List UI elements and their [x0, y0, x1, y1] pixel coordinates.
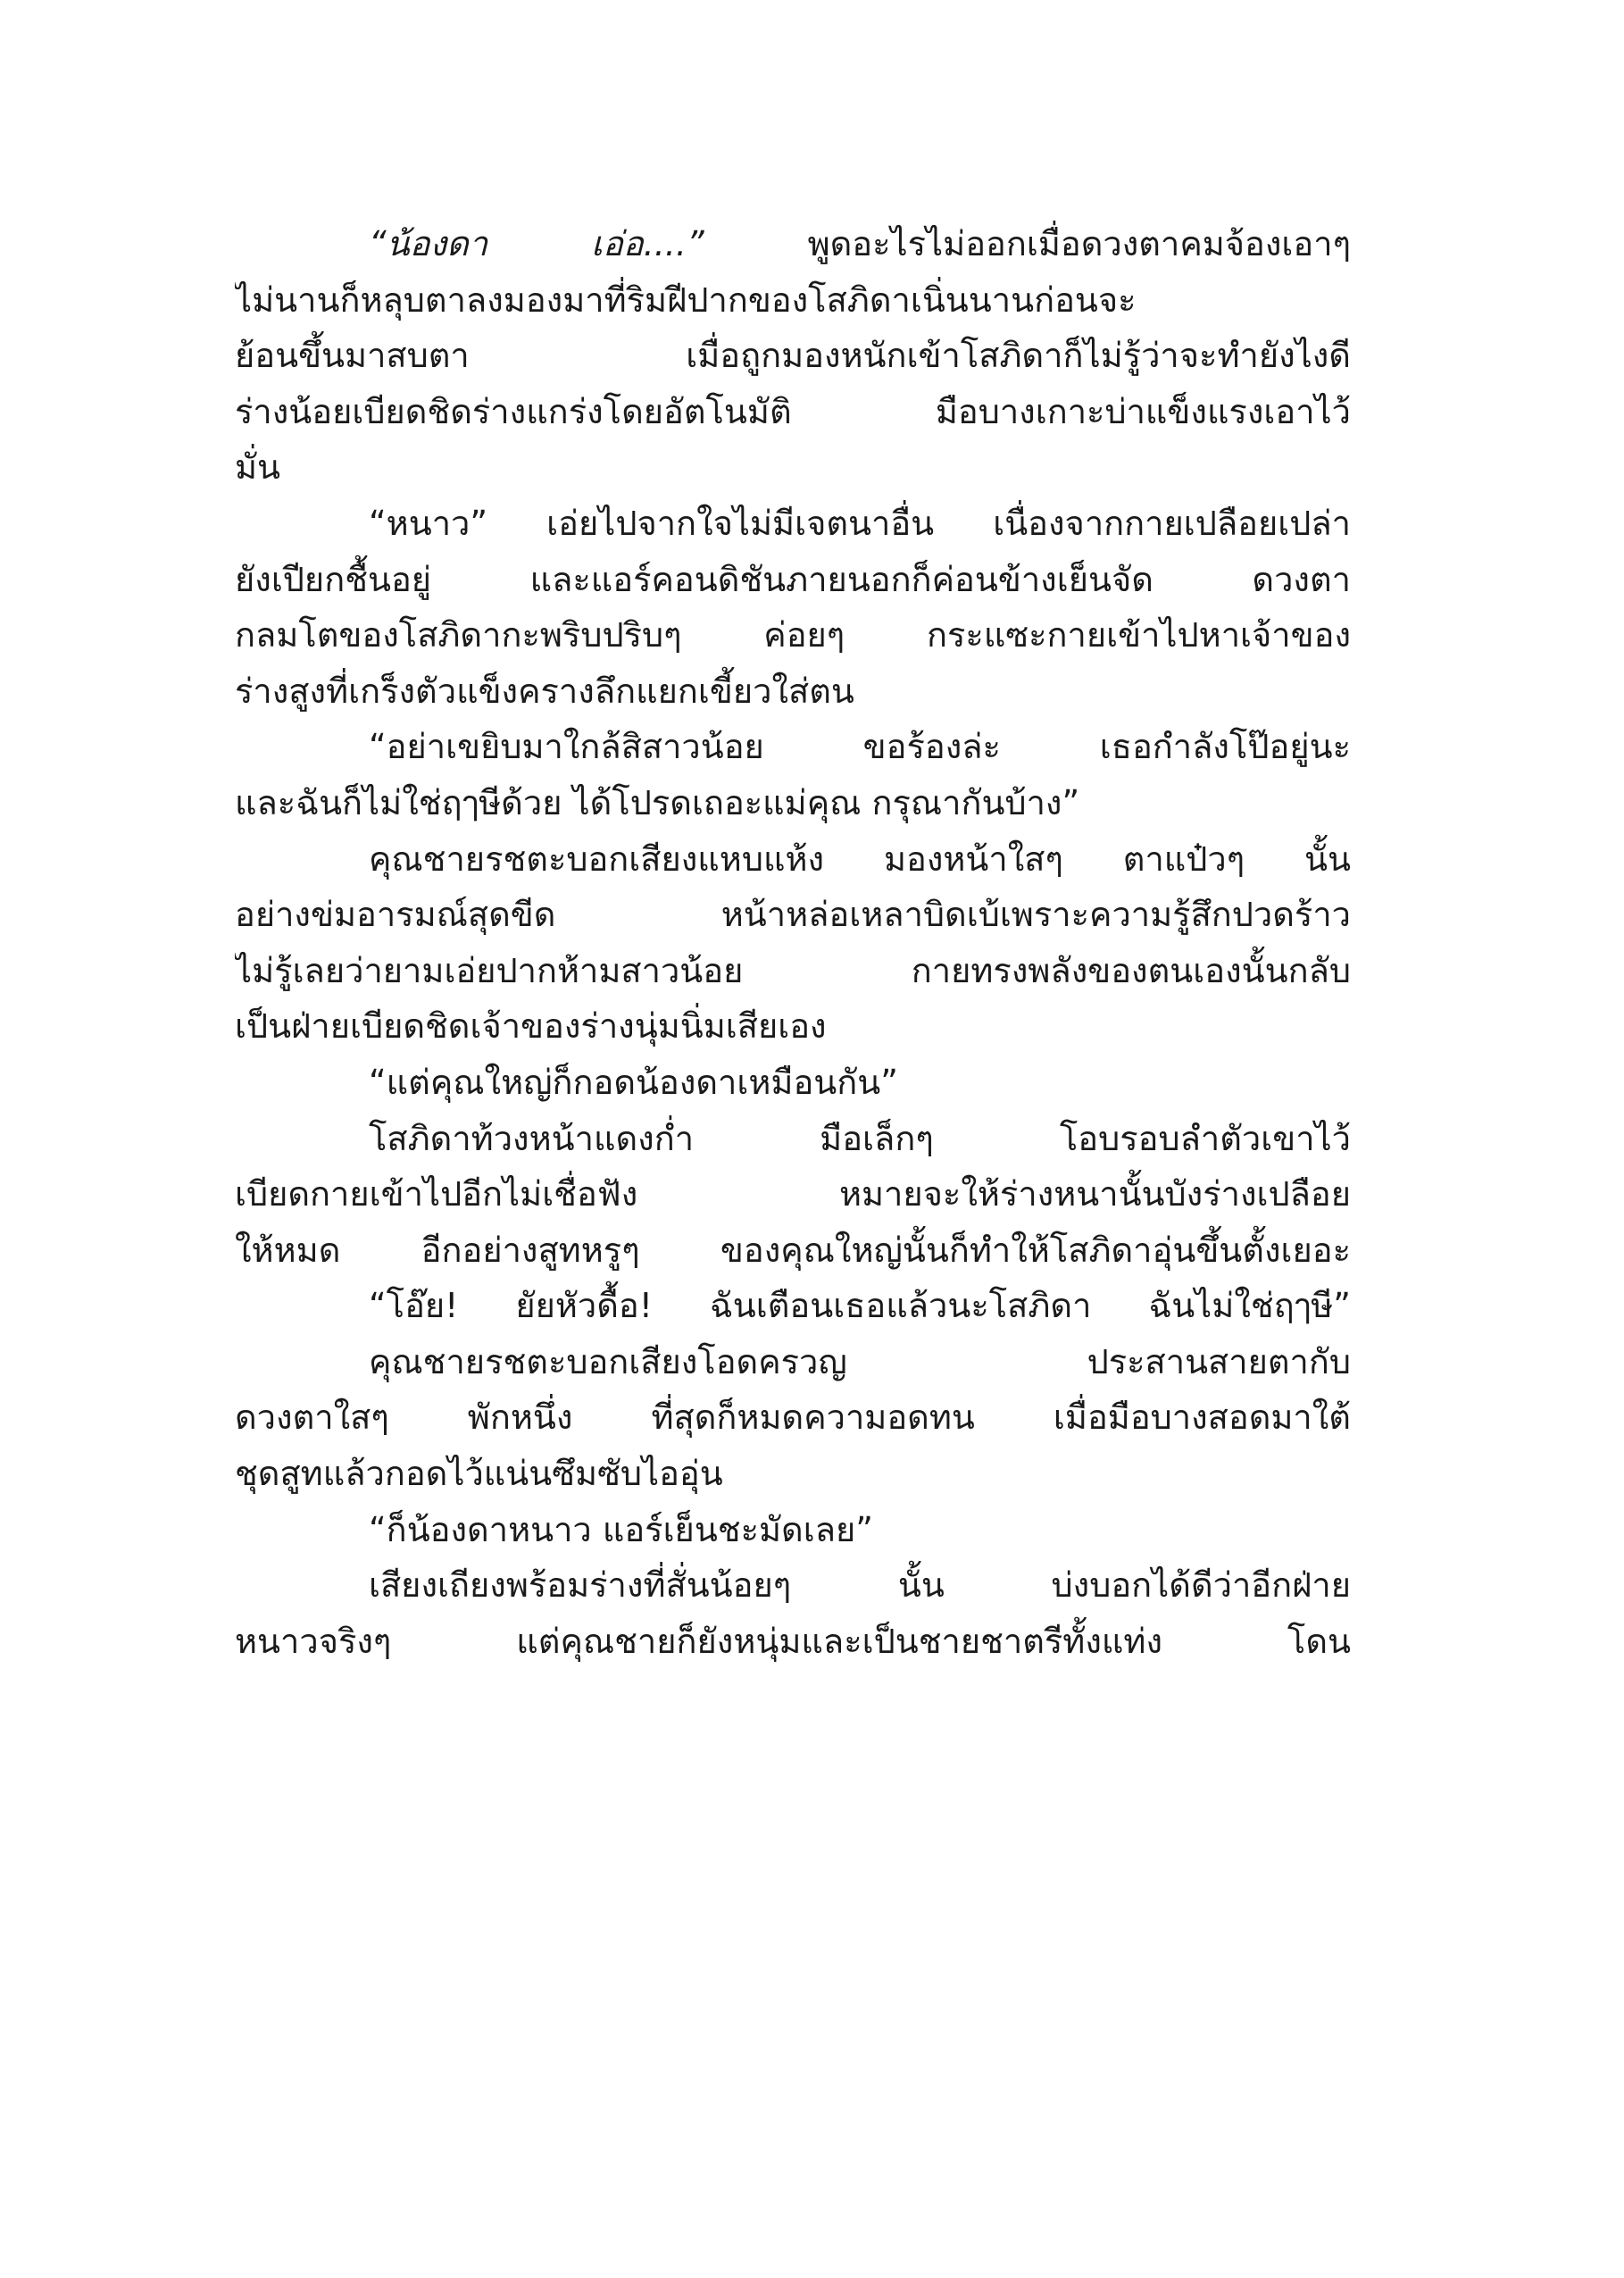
italic-dialogue: “น้องดา เอ่อ....”: [369, 224, 704, 263]
text-line: คุณชายรชตะบอกเสียงโอดครวญ ประสานสายตากับ: [369, 1341, 1351, 1381]
text-line: กลมโตของโสภิดากะพริบปริบๆ ค่อยๆ กระแซะกายเข้าไปหาเจ้าของ: [235, 615, 1351, 655]
text-line: “อย่าเขยิบมาใกล้สิสาวน้อย ขอร้องล่ะ เธอกำลังโป๊อยู่นะ: [369, 727, 1351, 767]
text-line: เป็นฝ่ายเบียดชิดเจ้าของร่างนุ่มนิ่มเสียเอง: [235, 1006, 827, 1047]
body-text: [235, 216, 1351, 1669]
text-line: เบียดกายเข้าไปอีกไม่เชื่อฟัง หมายจะให้ร่างหนานั้นบังร่างเปลือย: [235, 1174, 1351, 1214]
text-line: ไม่รู้เลยว่ายามเอ่ยปากห้ามสาวน้อย กายทรงพลังของตนเองนั้นกลับ: [235, 950, 1351, 990]
text-line: และฉันก็ไม่ใช่ฤๅษีด้วย ได้โปรดเถอะแม่คุณ กรุณากันบ้าง”: [235, 782, 1080, 822]
text-line: “แต่คุณใหญ่ก็กอดน้องดาเหมือนกัน”: [369, 1062, 898, 1102]
text-line: ร่างน้อยเบียดชิดร่างแกร่งโดยอัตโนมัติ มือบางเกาะบ่าแข็งแรงเอาไว้: [235, 391, 1351, 431]
text-line: “หนาว” เอ่ยไปจากใจไม่มีเจตนาอื่น เนื่องจากกายเปลือยเปล่า: [369, 503, 1351, 543]
text-line: “โอ๊ย! ยัยหัวดื้อ! ฉันเตือนเธอแล้วนะโสภิดา ฉันไม่ใช่ฤๅษี”: [369, 1286, 1351, 1326]
text-line: ดวงตาใสๆ พักหนึ่ง ที่สุดก็หมดความอดทน เมื่อมือบางสอดมาใต้: [235, 1398, 1351, 1438]
line-text: พูดอะไรไม่ออกเมื่อดวงตาคมจ้องเอาๆ: [704, 224, 1351, 263]
text-line: ยังเปียกชื้นอยู่ และแอร์คอนดิชันภายนอกก็ค่อนข้างเย็นจัด ดวงตา: [235, 559, 1351, 599]
text-line: หนาวจริงๆ แต่คุณชายก็ยังหนุ่มและเป็นชายชาตรีทั้งแท่ง โดน: [235, 1621, 1351, 1661]
text-line: ไม่นานก็หลุบตาลงมองมาที่ริมฝีปากของโสภิดาเนิ่นนานก่อนจะ: [235, 280, 1137, 320]
text-line: “ก็น้องดาหนาว แอร์เย็นชะมัดเลย”: [369, 1509, 873, 1549]
text-line: ชุดสูทแล้วกอดไว้แน่นซึมซับไออุ่น: [235, 1454, 723, 1494]
text-line: ร่างสูงที่เกร็งตัวแข็งครางลึกแยกเขี้ยวใส่ตน: [235, 671, 854, 711]
text-line: คุณชายรชตะบอกเสียงแหบแห้ง มองหน้าใสๆ ตาแป๋วๆ นั้น: [369, 839, 1351, 879]
text-line: เสียงเถียงพร้อมร่างที่สั่นน้อยๆ นั้น บ่งบอกได้ดีว่าอีกฝ่าย: [369, 1565, 1351, 1606]
text-line: ย้อนขึ้นมาสบตา เมื่อถูกมองหนักเข้าโสภิดาก็ไม่รู้ว่าจะทำยังไงดี: [235, 336, 1351, 376]
text-line: อย่างข่มอารมณ์สุดขีด หน้าหล่อเหลาบิดเบ้เพราะความรู้สึกปวดร้าว: [235, 895, 1351, 935]
text-line: มั่น: [235, 447, 281, 488]
text-line: ให้หมด อีกอย่างสูทหรูๆ ของคุณใหญ่นั้นก็ทำให้โสภิดาอุ่นขึ้นตั้งเยอะ: [235, 1230, 1351, 1270]
text-line: [235, 216, 1351, 272]
text-line: โสภิดาท้วงหน้าแดงก่ำ มือเล็กๆ โอบรอบลำตัวเขาไว้: [369, 1118, 1351, 1158]
